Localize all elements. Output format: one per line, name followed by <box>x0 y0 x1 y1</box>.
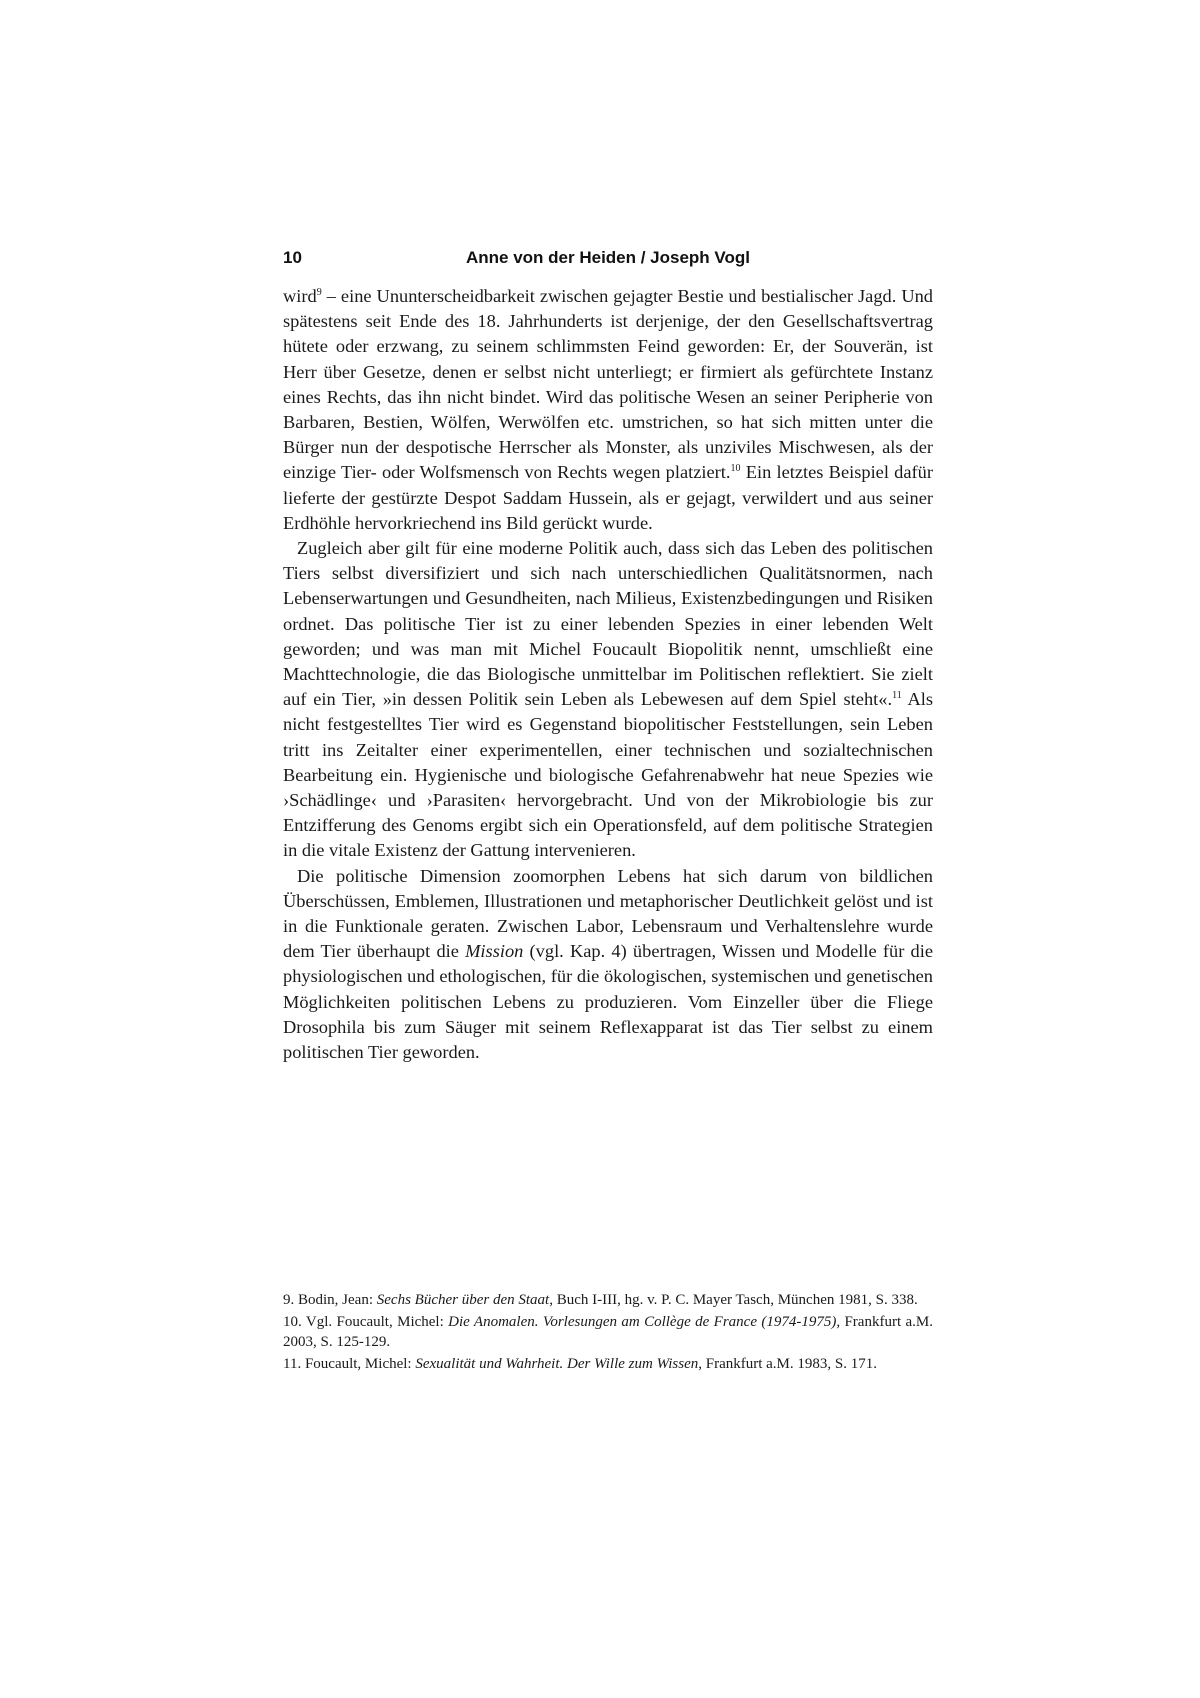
footnotes <box>283 1290 933 1375</box>
footnote-11 <box>283 1354 933 1375</box>
footnote-ref-9[interactable]: 9 <box>316 286 322 298</box>
footnote-11-post: , Frankfurt a.M. 1983, S. 171. <box>698 1355 877 1372</box>
paragraph-3-emphasis: Mission <box>465 941 524 962</box>
paragraph-1 <box>283 284 933 536</box>
paragraph-1-text-a: wird <box>283 286 317 306</box>
body-text <box>283 284 933 1065</box>
footnote-9-title: Sechs Bücher über den Staat <box>376 1292 550 1308</box>
paragraph-1-text-c: Ein letztes Beispiel dafür lieferte der gestürzte Despot Saddam Hussein, als er gejagt, verwildert und aus seiner Erdhöhle hervorkriechend ins Bild gerückt wurde. <box>283 462 933 533</box>
paragraph-1-text-b: – eine Ununterscheidbarkeit zwischen gejagter Bestie und bestialischer Jagd. Und spätestens seit Ende des 18. Jahrhunderts ist derjenige, der den Gesellschaftsvertrag hütete oder erzwang, zu seinem schlimmsten Feind geworden: Er, der Souverän, ist Herr über Gesetze, denen er selbst nicht unterliegt; er firmiert als gefürchtete Instanz eines Rechts, das ihn nicht bindet. Wird das politische Wesen an seiner Peripherie von Barbaren, Bestien, Wölfen, Werwölfen etc. umstrichen, so hat sich mitten unter die Bürger nun der despotische Herrscher als Monster, als unziviles Mischwesen, als der einzige Tier- oder Wolfsmensch von Rechts wegen platziert. <box>283 286 933 483</box>
footnote-9-post: , Buch I-III, hg. v. P. C. Mayer Tasch, München 1981, S. 338. <box>549 1292 918 1308</box>
running-head-authors: Anne von der Heiden / Joseph Vogl <box>465 248 750 267</box>
footnote-11-title: Sexualität und Wahrheit. Der Wille zum Wissen <box>415 1355 699 1372</box>
paragraph-3-text-a: Die politische Dimension zoomorphen Lebens hat sich darum von bildlichen Überschüssen, Emblemen, Illustrationen und metaphorischer Deutlichkeit gelöst und ist in die Funktionale geraten. Zwischen Labor, Lebensraum und Verhaltenslehre wurde dem Tier überhaupt die <box>283 865 933 962</box>
page-content <box>283 248 933 1065</box>
running-header <box>283 248 933 278</box>
footnote-10-title: Die Anomalen. Vorlesungen am Collège de France (1974-1975) <box>448 1313 837 1330</box>
footnote-9 <box>283 1290 933 1311</box>
footnote-10-pre: 10. Vgl. Foucault, Michel: <box>283 1313 449 1330</box>
footnote-9-pre: 9. Bodin, Jean: <box>283 1292 377 1308</box>
footnote-10 <box>283 1312 933 1353</box>
footnote-10-post: , Frankfurt a.M. 2003, S. 125-129. <box>283 1313 933 1350</box>
page-number: 10 <box>283 248 302 267</box>
footnote-ref-10[interactable]: 10 <box>730 463 741 475</box>
paragraph-3-text-b: (vgl. Kap. 4) übertragen, Wissen und Modelle für die physiologischen und ethologischen, für die ökologischen, systemischen und genetischen Möglichkeiten politischen Lebens zu produzieren. Vom Einzeller über die Fliege Drosophila bis zum Säuger mit seinem Reflexapparat ist das Tier selbst zu einem politischen Tier geworden. <box>283 941 933 1063</box>
footnote-ref-11[interactable]: 11 <box>892 690 902 702</box>
paragraph-2-text-b: Als nicht festgestelltes Tier wird es Gegenstand biopolitischer Feststellungen, sein Leben tritt ins Zeitalter einer experimentellen, einer technischen und sozialtechnischen Bearbeitung ein. Hygienische und biologische Gefahrenabwehr hat neue Spezies wie ›Schädlinge‹ und ›Parasiten‹ hervorgebracht. Und von der Mikrobiologie bis zur Entzifferung des Genoms ergibt sich ein Operationsfeld, auf dem politische Strategien in die vitale Existenz der Gattung intervenieren. <box>283 689 933 861</box>
paragraph-2-text-a: Zugleich aber gilt für eine moderne Politik auch, dass sich das Leben des politischen Tiers selbst diversifiziert und sich nach unterschiedlichen Qualitätsnormen, nach Lebenserwartungen und Gesundheiten, nach Milieus, Existenzbedingungen und Risiken ordnet. Das politische Tier ist zu einer lebenden Spezies in einer lebenden Welt geworden; und was man mit Michel Foucault Biopolitik nennt, umschließt eine Machttechnologie, die das Biologische unmittelbar im Politischen reflektiert. Sie zielt auf ein Tier, »in dessen Politik sein Leben als Lebewesen auf dem Spiel steht«. <box>283 538 933 710</box>
footnote-11-pre: 11. Foucault, Michel: <box>283 1355 416 1372</box>
paragraph-3 <box>283 864 933 1066</box>
paragraph-2 <box>283 536 933 864</box>
